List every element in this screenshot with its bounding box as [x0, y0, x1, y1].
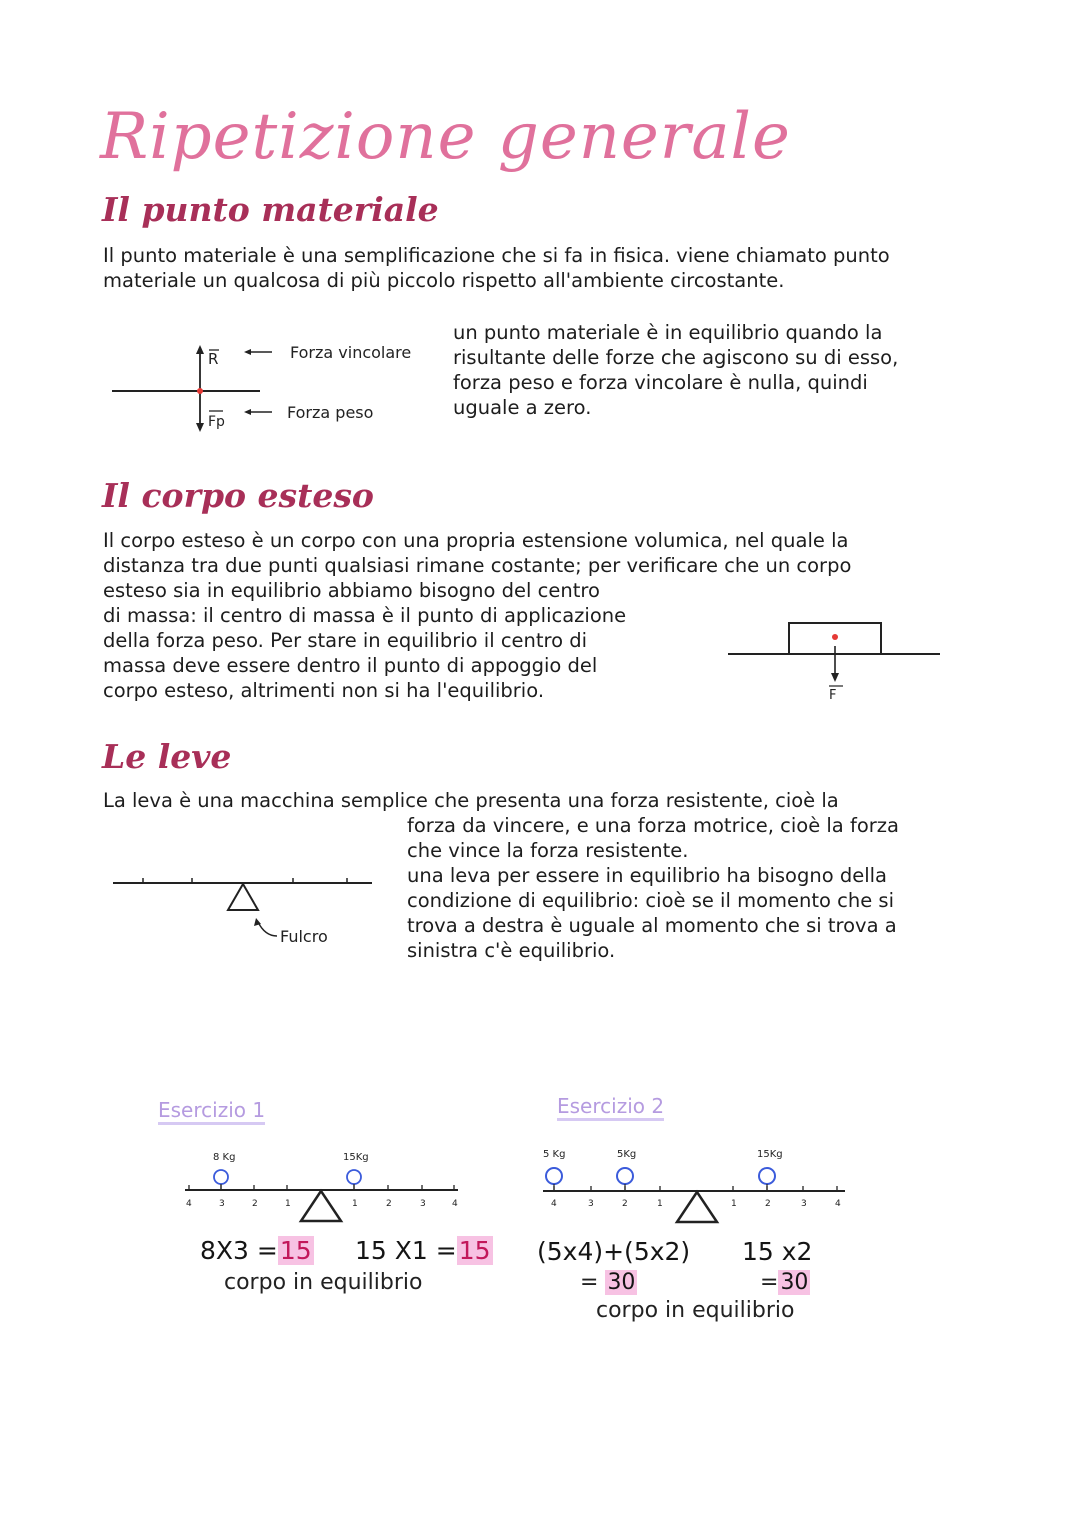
- corpo-line-1: Il corpo esteso è un corpo con una propria estensione volumica, nel quale la: [103, 529, 849, 552]
- esercizio-1-conclusion: corpo in equilibrio: [224, 1270, 423, 1295]
- esercizio-2-title: Esercizio 2: [557, 1094, 664, 1121]
- corpo-line-6: massa deve essere dentro il punto di appoggio del: [103, 654, 598, 677]
- punto-side-line-3: forza peso e forza vincolare è nulla, quindi: [453, 371, 868, 394]
- esercizio-2-calc-right: 15 x2: [742, 1237, 813, 1266]
- corpo-line-5: della forza peso. Per stare in equilibrio il centro di: [103, 629, 588, 652]
- fulcrum-triangle: [677, 1192, 717, 1222]
- material-point: [197, 388, 203, 394]
- tick-left-2: 2: [252, 1199, 258, 1209]
- mass-right-circle: [347, 1170, 361, 1184]
- fulcro-pointer: [258, 922, 277, 936]
- tick-left-3: 3: [588, 1199, 594, 1209]
- heading-corpo-esteso: Il corpo esteso: [102, 476, 374, 515]
- tick-left-1: 1: [285, 1199, 291, 1209]
- label-r: R: [208, 350, 219, 368]
- punto-intro-line-2: materiale un qualcosa di più piccolo rispetto all'ambiente circostante.: [103, 269, 785, 292]
- esercizio-1-calc-left: 8X3 =15: [200, 1236, 312, 1265]
- label-forza-peso: Forza peso: [287, 403, 374, 422]
- heading-punto-materiale: Il punto materiale: [102, 190, 439, 229]
- mass-c-label: 15Kg: [757, 1149, 783, 1160]
- esercizio-2-lever: [535, 1142, 855, 1232]
- leve-side-line-1: forza da vincere, e una forza motrice, cioè la forza: [407, 814, 899, 837]
- mass-c-circle: [759, 1168, 775, 1184]
- mass-left-circle: [214, 1170, 228, 1184]
- esercizio-1-result-left: 15: [279, 1236, 312, 1265]
- tick-right-2: 2: [386, 1199, 392, 1209]
- corpo-esteso-diagram: [725, 615, 945, 705]
- leve-line-1: La leva è una macchina semplice che presenta una forza resistente, cioè la: [103, 789, 839, 812]
- page-title: Ripetizione generale: [100, 100, 791, 174]
- esercizio-1-calc-right: 15 X1 =15: [355, 1236, 491, 1265]
- lever-diagram: [110, 870, 380, 950]
- tick-right-3: 3: [801, 1199, 807, 1209]
- tick-right-4: 4: [452, 1199, 458, 1209]
- esercizio-2-result-left: = 30: [580, 1270, 636, 1295]
- corpo-line-7: corpo esteso, altrimenti non si ha l'equilibrio.: [103, 679, 545, 702]
- leve-side-line-5: trova a destra è uguale al momento che si trova a: [407, 914, 897, 937]
- mass-left-label: 8 Kg: [213, 1152, 236, 1163]
- corpo-line-4: di massa: il centro di massa è il punto di applicazione: [103, 604, 627, 627]
- tick-left-4: 4: [186, 1199, 192, 1209]
- mass-a-circle: [546, 1168, 562, 1184]
- corpo-line-3: esteso sia in equilibrio abbiamo bisogno del centro: [103, 579, 600, 602]
- leve-side-line-6: sinistra c'è equilibrio.: [407, 939, 616, 962]
- punto-materiale-diagram: [100, 330, 300, 440]
- mass-right-label: 15Kg: [343, 1152, 369, 1163]
- leve-side-line-2: che vince la forza resistente.: [407, 839, 689, 862]
- esercizio-1-result-right: 15: [458, 1236, 491, 1265]
- tick-left-4: 4: [551, 1199, 557, 1209]
- mass-b-circle: [617, 1168, 633, 1184]
- center-of-mass: [832, 634, 838, 640]
- label-f: F: [829, 688, 837, 703]
- corpo-line-2: distanza tra due punti qualsiasi rimane costante; per verificare che un corpo: [103, 554, 852, 577]
- tick-right-1: 1: [731, 1199, 737, 1209]
- esercizio-2-conclusion: corpo in equilibrio: [596, 1298, 795, 1323]
- punto-side-line-1: un punto materiale è in equilibrio quando la: [453, 321, 883, 344]
- fulcrum-triangle: [228, 884, 258, 910]
- tick-left-3: 3: [219, 1199, 225, 1209]
- punto-side-line-4: uguale a zero.: [453, 396, 592, 419]
- esercizio-2-result-right: =30: [760, 1270, 809, 1295]
- leve-side-line-4: condizione di equilibrio: cioè se il momento che si: [407, 889, 894, 912]
- tick-right-4: 4: [835, 1199, 841, 1209]
- label-forza-vincolare: Forza vincolare: [290, 343, 412, 362]
- tick-left-1: 1: [657, 1199, 663, 1209]
- heading-le-leve: Le leve: [102, 737, 232, 776]
- leve-side-line-3: una leva per essere in equilibrio ha bisogno della: [407, 864, 887, 887]
- esercizio-1-lever: [180, 1145, 470, 1235]
- tick-right-1: 1: [352, 1199, 358, 1209]
- label-fp: Fp: [208, 414, 225, 430]
- punto-side-line-2: risultante delle forze che agiscono su di esso,: [453, 346, 899, 369]
- tick-right-2: 2: [765, 1199, 771, 1209]
- label-fulcro: Fulcro: [280, 927, 328, 946]
- esercizio-2-calc-left: (5x4)+(5x2): [537, 1237, 691, 1266]
- fulcrum-triangle: [301, 1191, 341, 1221]
- esercizio-1-title: Esercizio 1: [158, 1098, 265, 1125]
- mass-a-label: 5 Kg: [543, 1149, 566, 1160]
- tick-right-3: 3: [420, 1199, 426, 1209]
- tick-left-2: 2: [622, 1199, 628, 1209]
- punto-intro-line-1: Il punto materiale è una semplificazione che si fa in fisica. viene chiamato punto: [103, 244, 890, 267]
- mass-b-label: 5Kg: [617, 1149, 637, 1160]
